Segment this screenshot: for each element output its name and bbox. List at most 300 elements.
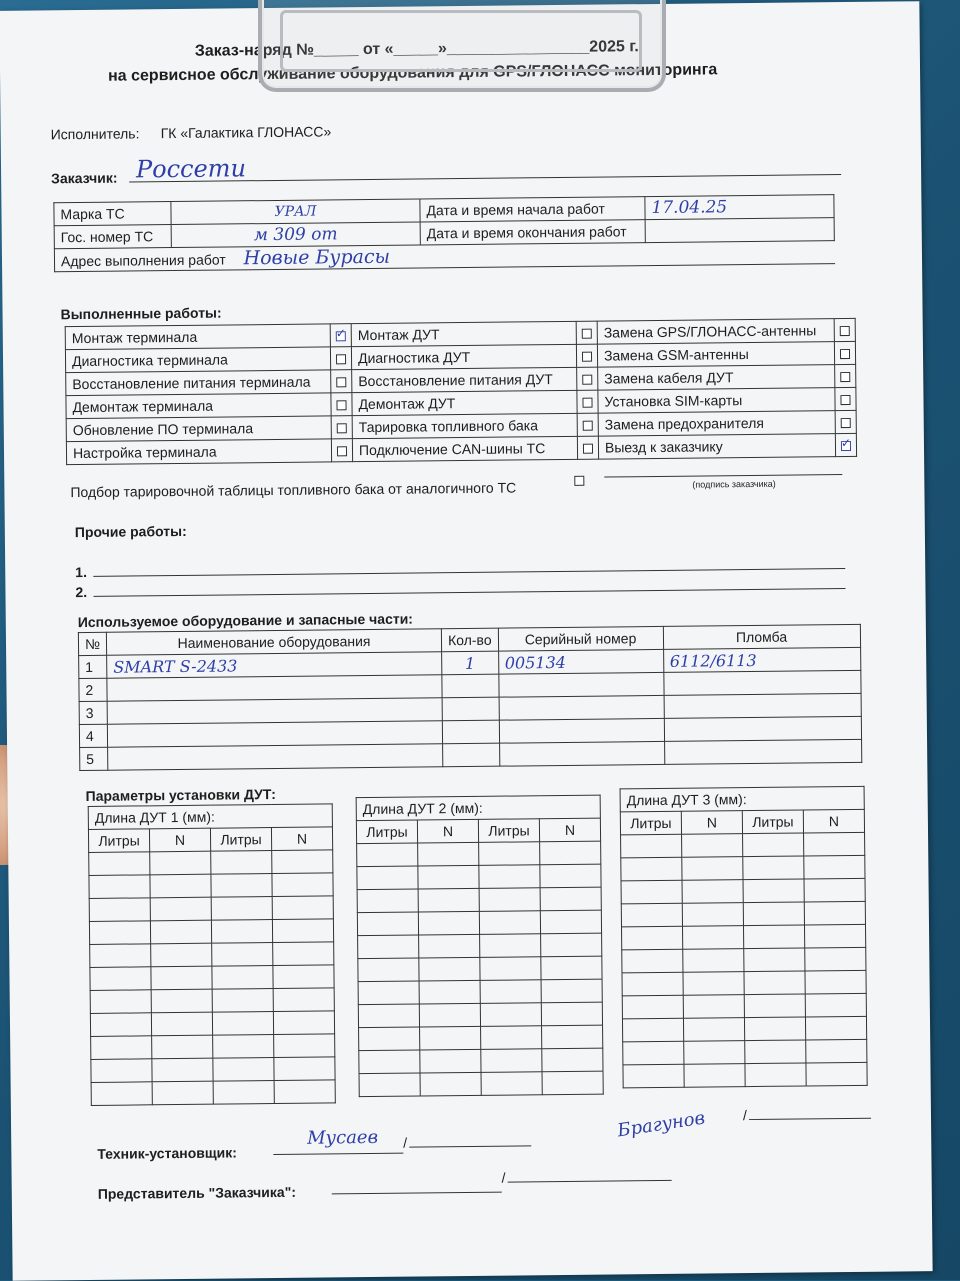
dut-cell [806, 1062, 867, 1086]
work-item-checkbox-cell [331, 439, 352, 462]
work-item-checkbox[interactable] [337, 446, 347, 456]
dut-row [89, 850, 333, 876]
dut-cell [357, 843, 418, 867]
dut-cell [357, 866, 418, 890]
work-item-checkbox-cell [835, 364, 856, 387]
dut-table-3 [620, 786, 868, 1089]
technician-slash-2: / [742, 1107, 747, 1124]
col-qty: Кол-во [441, 628, 498, 652]
dut-cell [805, 947, 866, 971]
metal-clip [258, 0, 666, 92]
work-item-label: Подключение CAN-шины ТС [352, 436, 577, 461]
dut-cell [806, 1039, 867, 1063]
dut-title: Параметры установки ДУТ: [85, 785, 276, 804]
dut-cell [419, 934, 480, 958]
dut-cell [151, 989, 212, 1013]
dut-row [357, 864, 601, 890]
work-item-label: Диагностика терминала [65, 347, 330, 373]
work-item-label: Монтаж терминала [65, 324, 330, 350]
start-label: Дата и время начала работ [420, 197, 645, 222]
plate-label: Гос. номер ТС [54, 225, 171, 249]
work-item-checkbox-cell [834, 341, 855, 364]
dut-cell [419, 980, 480, 1004]
dut-cell [745, 1063, 806, 1087]
dut-cell [90, 1013, 151, 1037]
work-item-checkbox[interactable] [840, 372, 850, 382]
work-item-label: Демонтаж терминала [66, 393, 331, 419]
other-line-1 [93, 568, 845, 577]
dut-cell [745, 1040, 806, 1064]
dut-cell [682, 903, 743, 927]
dut-cell [152, 1081, 213, 1105]
dut-cell [419, 1003, 480, 1027]
equipment-num: 3 [79, 701, 107, 724]
col-serial: Серийный номер [498, 626, 663, 651]
dut-row [622, 924, 866, 950]
customer-label: Заказчик: [51, 169, 118, 187]
dut-cell [541, 956, 602, 980]
col-seal: Пломба [663, 624, 860, 649]
work-item-label: Установка SIM-карты [598, 388, 835, 413]
dut-cell [150, 851, 211, 875]
dut-cell [90, 944, 151, 968]
dut-cell [479, 888, 540, 912]
dut-cell [479, 911, 540, 935]
brand-label: Марка ТС [54, 202, 171, 226]
end-label: Дата и время окончания работ [420, 220, 645, 245]
dut-row [89, 896, 333, 922]
dut-cell [621, 903, 682, 927]
work-item-checkbox[interactable] [583, 421, 593, 431]
work-item-label: Обновление ПО терминала [66, 416, 331, 442]
dut-cell [272, 873, 333, 897]
dut-cell [480, 957, 541, 981]
dut-cell [540, 841, 601, 865]
dut-cell [213, 1035, 274, 1059]
work-item-label: Восстановление питания терминала [66, 370, 331, 396]
work-order-form [0, 1, 933, 1281]
work-item-checkbox-cell [577, 413, 598, 436]
dut-cell [622, 995, 683, 1019]
equipment-seal [664, 716, 861, 741]
works-table [65, 318, 857, 465]
equipment-serial [499, 695, 664, 720]
dut-cell [622, 972, 683, 996]
dut-cell [212, 1012, 273, 1036]
dut-cell [273, 965, 334, 989]
equipment-seal [664, 693, 861, 718]
equipment-num: 1 [79, 655, 107, 678]
dut-row [358, 979, 602, 1005]
dut-col-header: N [417, 819, 478, 843]
dut-cell [683, 972, 744, 996]
dut-row [357, 887, 601, 913]
work-item-checkbox-cell [331, 416, 352, 439]
dut-cell [274, 1080, 335, 1104]
technician-slash: / [403, 1134, 408, 1151]
technician-line-3 [749, 1118, 871, 1120]
dut-col-header: Литры [742, 810, 803, 834]
dut-cell [684, 1064, 745, 1088]
work-item-checkbox[interactable] [840, 326, 850, 336]
dut-cell [684, 1041, 745, 1065]
dut-cell [90, 990, 151, 1014]
dut-cell [211, 920, 272, 944]
dut-col-header: N [681, 811, 742, 835]
other-line-2 [94, 588, 846, 597]
equipment-qty [443, 743, 500, 767]
customer-value: Россети [135, 154, 247, 184]
dut-cell [541, 933, 602, 957]
dut-cell [743, 902, 804, 926]
dut-cell [623, 1041, 684, 1065]
dut-row [91, 1057, 335, 1083]
equipment-title: Используемое оборудование и запасные части: [77, 610, 414, 631]
technician-label: Техник-установщик: [97, 1144, 237, 1162]
equipment-serial [499, 741, 664, 766]
dut-cell [272, 850, 333, 874]
work-item-checkbox-cell [577, 367, 598, 390]
dut-cell [541, 1002, 602, 1026]
dut-col-header: Литры [356, 820, 417, 844]
dut-row [357, 910, 601, 936]
dut-cell [418, 911, 479, 935]
dut-cell [621, 857, 682, 881]
dut-cell [150, 874, 211, 898]
equipment-serial [498, 672, 663, 697]
dut-cell [358, 1004, 419, 1028]
work-item-checkbox-cell [835, 410, 856, 433]
dut-cell [358, 935, 419, 959]
dut-cell [151, 966, 212, 990]
dut-cell [804, 901, 865, 925]
dut-cell [418, 865, 479, 889]
work-item-checkbox-cell [835, 387, 856, 410]
dut-cell [480, 1003, 541, 1027]
dut-cell [804, 924, 865, 948]
dut-cell [743, 833, 804, 857]
work-item-checkbox[interactable] [337, 423, 347, 433]
dut-cell [419, 957, 480, 981]
dut-cell [481, 1072, 542, 1096]
dut-cell [804, 855, 865, 879]
equipment-qty [442, 720, 499, 744]
work-item-label: Замена GPS/ГЛОНАСС-антенны [597, 319, 834, 344]
dut-row [89, 919, 333, 945]
dut-col-header: N [803, 809, 864, 833]
work-item-checkbox[interactable] [336, 354, 346, 364]
dut-cell [418, 842, 479, 866]
metal-clip-inner [280, 10, 642, 72]
dut-cell [622, 1018, 683, 1042]
other-item-1: 1. [75, 563, 88, 581]
dut-cell [683, 995, 744, 1019]
signature-caption: (подпись заказчика) [692, 478, 776, 490]
dut-cell [479, 842, 540, 866]
calibration-label: Подбор тарировочной таблицы топливного бака от аналогичного ТС [70, 479, 517, 501]
work-item-label: Замена GSM-антенны [597, 342, 834, 367]
dut-cell [212, 943, 273, 967]
dut-cell [481, 1049, 542, 1073]
dut-cell [805, 1016, 866, 1040]
dut-cell [744, 971, 805, 995]
dut-cell [91, 1082, 152, 1106]
work-item-checkbox[interactable] [336, 377, 346, 387]
work-item-checkbox-cell [331, 393, 352, 416]
equipment-table [78, 624, 862, 771]
dut-row [623, 1062, 867, 1088]
equipment-num: 5 [80, 747, 108, 770]
dut-cell [540, 910, 601, 934]
dut-cell [805, 970, 866, 994]
col-name: Наименование оборудования [106, 629, 441, 656]
dut-row [622, 947, 866, 973]
equipment-num: 2 [79, 678, 107, 701]
dut-cell [420, 1026, 481, 1050]
dut-cell [542, 1025, 603, 1049]
dut-cell [622, 949, 683, 973]
dut-cell [211, 897, 272, 921]
dut-cell [357, 912, 418, 936]
dut-cell [91, 1036, 152, 1060]
dut-cell [89, 898, 150, 922]
dut-cell [359, 1050, 420, 1074]
equipment-serial: 005134 [498, 649, 663, 674]
dut-col-header: N [149, 828, 210, 852]
work-item-label: Настройка терминала [66, 439, 331, 465]
work-item-label: Замена предохранителя [598, 411, 835, 436]
dut-cell [89, 921, 150, 945]
technician-line-1 [273, 1153, 403, 1155]
dut-cell [743, 925, 804, 949]
dut-row [89, 873, 333, 899]
dut-cell [682, 926, 743, 950]
dut-cell [273, 1011, 334, 1035]
work-item-checkbox-cell [577, 390, 598, 413]
plate-value: м 309 от [171, 222, 420, 248]
dut-length-label: Длина ДУТ 3 (мм): [620, 786, 864, 812]
dut-cell [152, 1035, 213, 1059]
work-item-checkbox[interactable] [841, 441, 851, 451]
representative-slash: / [501, 1169, 506, 1186]
work-item-label: Восстановление питания ДУТ [352, 367, 577, 392]
dut-cell [213, 1058, 274, 1082]
col-num: № [78, 632, 106, 655]
dut-row [622, 970, 866, 996]
technician-signature: Брагунов [615, 1107, 707, 1142]
work-item-checkbox-cell [576, 344, 597, 367]
work-item-checkbox-cell [330, 324, 351, 347]
dut-cell [479, 865, 540, 889]
dut-cell [212, 966, 273, 990]
dut-cell [272, 896, 333, 920]
dut-cell [273, 942, 334, 966]
work-item-checkbox[interactable] [582, 398, 592, 408]
work-item-checkbox[interactable] [336, 400, 346, 410]
end-value [645, 218, 834, 243]
representative-label: Представитель "Заказчика": [97, 1183, 297, 1202]
dut-row [91, 1080, 335, 1106]
vehicle-table [53, 194, 835, 272]
equipment-seal [663, 670, 860, 695]
work-item-checkbox-cell [577, 436, 598, 459]
work-item-checkbox-cell [576, 321, 597, 344]
executor-label: Исполнитель: [50, 125, 140, 143]
dut-cell [744, 994, 805, 1018]
dut-row [358, 1002, 602, 1028]
work-item-checkbox[interactable] [583, 444, 593, 454]
technician-name: Мусаев [307, 1126, 379, 1149]
dut-cell [91, 1059, 152, 1083]
dut-cell [150, 897, 211, 921]
dut-row [359, 1025, 603, 1051]
dut-row [359, 1071, 603, 1097]
dut-cell [273, 988, 334, 1012]
dut-cell [150, 920, 211, 944]
dut-cell [541, 979, 602, 1003]
work-item-label: Диагностика ДУТ [351, 344, 576, 369]
start-value: 17.04.25 [645, 195, 834, 220]
works-title: Выполненные работы: [60, 304, 222, 323]
dut-cell [89, 852, 150, 876]
dut-row [621, 901, 865, 927]
work-item-checkbox-cell [834, 318, 855, 341]
dut-table-2 [356, 795, 604, 1098]
equipment-num: 4 [79, 724, 107, 747]
dut-cell [542, 1071, 603, 1095]
dut-cell [682, 857, 743, 881]
dut-row [621, 832, 865, 858]
dut-cell [805, 993, 866, 1017]
brand-value: УРАЛ [171, 199, 420, 225]
dut-cell [480, 934, 541, 958]
dut-cell [621, 834, 682, 858]
equipment-seal: 6112/6113 [663, 647, 860, 672]
dut-cell [804, 878, 865, 902]
title-line-2: на сервисное обслуживание оборудования для GPS/ГЛОНАСС мониторинга [107, 61, 718, 85]
dut-cell [744, 1017, 805, 1041]
dut-row [90, 942, 334, 968]
dut-cell [480, 980, 541, 1004]
work-item-checkbox-cell [330, 347, 351, 370]
dut-cell [359, 1027, 420, 1051]
dut-row [358, 933, 602, 959]
dut-row [621, 855, 865, 881]
dut-row [91, 1034, 335, 1060]
dut-cell [357, 889, 418, 913]
equipment-name: SMART S-2433 [107, 652, 442, 679]
work-item-checkbox[interactable] [582, 352, 592, 362]
dut-row [359, 1048, 603, 1074]
work-item-label: Тарировка топливного бака [352, 413, 577, 438]
dut-cell [90, 967, 151, 991]
customer-signature-line [604, 474, 842, 477]
dut-cell [623, 1064, 684, 1088]
dut-cell [542, 1048, 603, 1072]
equipment-qty [442, 697, 499, 721]
dut-cell [743, 856, 804, 880]
dut-length-label: Длина ДУТ 2 (мм): [356, 795, 600, 821]
dut-length-label: Длина ДУТ 1 (мм): [88, 804, 332, 830]
dut-cell [743, 879, 804, 903]
dut-row [621, 878, 865, 904]
work-item-checkbox[interactable] [840, 395, 850, 405]
other-item-2: 2. [75, 583, 88, 601]
equipment-name [108, 744, 443, 771]
dut-cell [211, 851, 272, 875]
dut-row [623, 1039, 867, 1065]
work-item-checkbox[interactable] [336, 331, 346, 341]
dut-cell [211, 874, 272, 898]
dut-cell [212, 989, 273, 1013]
dut-cell [682, 834, 743, 858]
address-label: Адрес выполнения работ [60, 251, 226, 270]
dut-cell [804, 832, 865, 856]
dut-cell [621, 880, 682, 904]
dut-cell [274, 1034, 335, 1058]
work-item-label: Замена кабеля ДУТ [598, 365, 835, 390]
work-item-checkbox-cell [835, 433, 856, 456]
dut-cell [358, 981, 419, 1005]
dut-cell [420, 1049, 481, 1073]
dut-cell [418, 888, 479, 912]
representative-line-1 [332, 1192, 502, 1195]
dut-cell [89, 875, 150, 899]
dut-cell [622, 926, 683, 950]
work-item-checkbox[interactable] [582, 329, 592, 339]
work-item-label: Демонтаж ДУТ [352, 390, 577, 415]
dut-col-header: Литры [620, 811, 681, 835]
dut-col-header: Литры [478, 819, 539, 843]
work-item-checkbox-cell [331, 370, 352, 393]
equipment-qty [442, 674, 499, 698]
equipment-qty: 1 [442, 651, 499, 675]
dut-row [90, 965, 334, 991]
dut-col-header: Литры [210, 828, 271, 852]
representative-line-2 [508, 1180, 672, 1183]
dut-cell [420, 1072, 481, 1096]
dut-cell [682, 880, 743, 904]
dut-row [622, 993, 866, 1019]
work-item-checkbox[interactable] [841, 418, 851, 428]
dut-cell [151, 943, 212, 967]
dut-cell [358, 958, 419, 982]
dut-cell [540, 864, 601, 888]
dut-cell [683, 1018, 744, 1042]
dut-col-header: Литры [88, 829, 149, 853]
dut-table-1 [88, 803, 336, 1106]
work-item-checkbox[interactable] [840, 349, 850, 359]
other-works-title: Прочие работы: [74, 522, 187, 541]
technician-line-2 [409, 1145, 531, 1147]
equipment-seal [664, 739, 861, 764]
work-item-checkbox[interactable] [582, 375, 592, 385]
dut-cell [481, 1026, 542, 1050]
address-value: Новые Бурасы [243, 245, 391, 270]
dut-col-header: N [539, 818, 600, 842]
dut-row [90, 988, 334, 1014]
dut-row [622, 1016, 866, 1042]
dut-col-header: N [271, 827, 332, 851]
title-line-1: Заказ-наряд №_____ от «_____»________________2025 г. [194, 38, 639, 60]
dut-row [90, 1011, 334, 1037]
work-item-label: Монтаж ДУТ [351, 321, 576, 346]
dut-cell [744, 948, 805, 972]
calibration-checkbox[interactable] [574, 476, 584, 486]
dut-cell [213, 1081, 274, 1105]
dut-cell [272, 919, 333, 943]
dut-row [357, 841, 601, 867]
